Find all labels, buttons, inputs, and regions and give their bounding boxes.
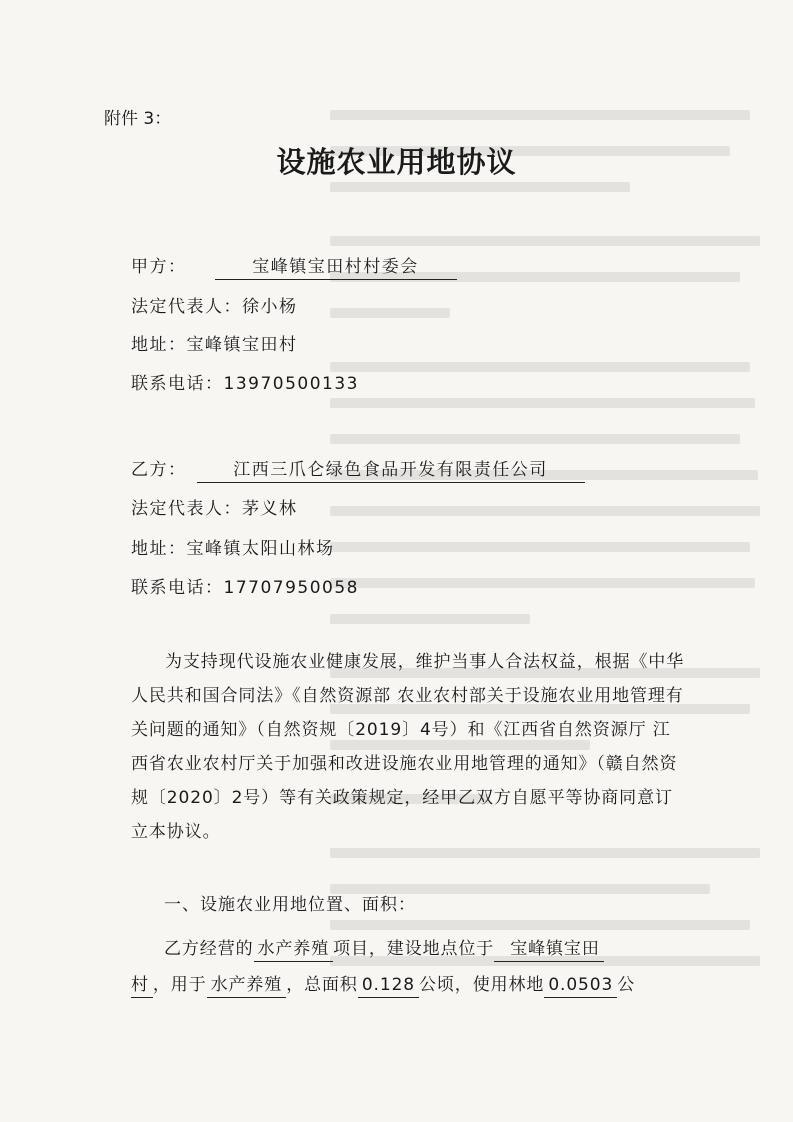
party-a-line bbox=[131, 252, 457, 280]
clause-text-5: 公顷，使用林地 bbox=[419, 975, 545, 995]
clause-text-6: 公 bbox=[617, 975, 636, 995]
party-b-label: 乙方： bbox=[131, 460, 187, 480]
clause-text-2: 项目，建设地点位于 bbox=[333, 939, 495, 959]
use-field: 水产养殖 bbox=[207, 973, 287, 998]
party-b-address: 地址：宝峰镇太阳山林场 bbox=[131, 539, 335, 559]
party-a-name: 宝峰镇宝田村村委会 bbox=[215, 255, 457, 280]
location-field-b: 村 bbox=[131, 973, 153, 998]
clause-text-4: ，总面积 bbox=[286, 975, 358, 995]
section-1-heading: 一、设施农业用地位置、面积： bbox=[164, 895, 416, 915]
party-b-name: 江西三爪仑绿色食品开发有限责任公司 bbox=[197, 458, 585, 483]
preamble-paragraph: 为支持现代设施农业健康发展，维护当事人合法权益，根据《中华人民共和国合同法》《自然资源部 农业农村部关于设施农业用地管理有关问题的通知》（自然资规〔2019〕4号）和《江西省自然资源厅 江西省农业农村厅关于加强和改进设施农业用地管理的通知》（赣自然资规〔2020〕2号）等有关政策规定，经甲乙双方自愿平等协商同意订立本协议。 bbox=[131, 652, 685, 842]
total-area-field: 0.128 bbox=[358, 973, 419, 998]
party-b-phone: 联系电话：17707950058 bbox=[131, 578, 359, 598]
party-b-rep: 法定代表人：茅义林 bbox=[131, 499, 298, 519]
party-a-address: 地址：宝峰镇宝田村 bbox=[131, 335, 298, 355]
bleed-through-text bbox=[330, 100, 770, 1000]
party-a-phone: 联系电话：13970500133 bbox=[131, 374, 359, 394]
attachment-label: 附件 3： bbox=[104, 109, 172, 129]
party-a-label: 甲方： bbox=[131, 257, 187, 277]
party-a-rep: 法定代表人：徐小杨 bbox=[131, 297, 298, 317]
forest-area-field: 0.0503 bbox=[544, 973, 617, 998]
location-field-a: 宝峰镇宝田 bbox=[494, 937, 604, 962]
party-b-line bbox=[131, 455, 585, 483]
clause-text-1: 乙方经营的 bbox=[164, 939, 254, 959]
clause-line-2 bbox=[131, 970, 635, 998]
clause-text-3: ，用于 bbox=[152, 975, 207, 995]
clause-line-1 bbox=[164, 934, 604, 962]
document-title: 设施农业用地协议 bbox=[276, 145, 517, 179]
project-name-field: 水产养殖 bbox=[254, 937, 334, 962]
